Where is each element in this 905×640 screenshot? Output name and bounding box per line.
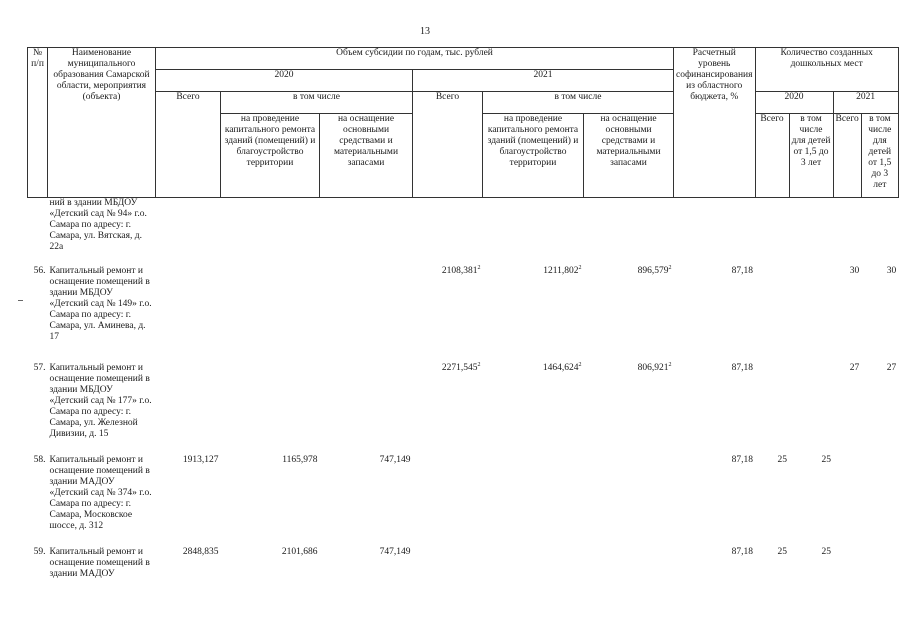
header-cofin: Расчетный уровень софинансирования из областного бюджета, % bbox=[674, 48, 756, 198]
row-places-2021 bbox=[833, 198, 861, 266]
row-places-children-2020: 25 bbox=[821, 546, 831, 557]
table-row bbox=[28, 455, 899, 547]
header-repair-2020: на проведение капитального ремонта зданий (помещений) и благоустройство территории bbox=[221, 114, 320, 198]
row-total-2020 bbox=[156, 363, 221, 455]
row-total-2021 bbox=[413, 547, 483, 587]
value: 896,579 bbox=[637, 265, 669, 276]
footnote-mark: 2 bbox=[477, 264, 481, 271]
header-year-2020: 2020 bbox=[156, 70, 413, 92]
row-name: Капитальный ремонт и оснащение помещений в здании МАДОУ «Детский сад № 374» г.о. Самара по адресу: г. Самара, Московское шоссе, д. 312 bbox=[49, 454, 152, 531]
row-cofin: 87,18 bbox=[731, 546, 753, 557]
footnote-mark: 2 bbox=[668, 264, 672, 271]
header-places-total-2021: Всего bbox=[833, 114, 861, 198]
header-total-2021: Всего bbox=[413, 92, 483, 198]
row-equip-2021 bbox=[584, 198, 674, 266]
row-equip-2020 bbox=[320, 266, 413, 363]
row-places-children-2021 bbox=[861, 547, 898, 587]
row-places-2020 bbox=[755, 266, 789, 363]
page-number: 13 bbox=[420, 26, 430, 37]
value: 1211,802 bbox=[543, 265, 579, 276]
row-repair-2020: 2101,686 bbox=[281, 546, 318, 557]
header-places: Количество созданных дошкольных мест bbox=[755, 48, 898, 92]
row-places-2021 bbox=[833, 547, 861, 587]
row-name: Капитальный ремонт и оснащение помещений в здании МБДОУ «Детский сад № 177» г.о. Самара по адресу: г. Самара, ул. Железной Дивизии, д. 15 bbox=[49, 362, 152, 439]
row-equip-2020: 747,149 bbox=[379, 454, 411, 465]
value: 2271,545 bbox=[441, 362, 478, 373]
value: 1464,624 bbox=[542, 362, 579, 373]
header-places-2021: 2021 bbox=[833, 92, 898, 114]
margin-mark bbox=[18, 300, 23, 301]
header-num: № п/п bbox=[28, 48, 48, 198]
row-places-children-2021: 27 bbox=[886, 362, 897, 373]
header-including-2020: в том числе bbox=[221, 92, 413, 114]
row-repair-2020 bbox=[221, 266, 320, 363]
row-places-children-2021 bbox=[861, 455, 898, 547]
row-places-2020 bbox=[755, 198, 789, 266]
row-equip-2021 bbox=[584, 455, 674, 547]
header-places-children-2020: в том числе для детей от 1,5 до 3 лет bbox=[789, 114, 833, 198]
header-equip-2020: на оснащение основными средствами и материальными запасами bbox=[320, 114, 413, 198]
row-num: 56. bbox=[33, 265, 46, 276]
row-num bbox=[28, 198, 48, 266]
row-num: 59. bbox=[33, 546, 46, 557]
row-name: Капитальный ремонт и оснащение помещений в здании МБДОУ «Детский сад № 149» г.о. Самара по адресу: г. Самара, ул. Аминева, д. 17 bbox=[49, 265, 152, 342]
row-cofin: 87,18 bbox=[731, 362, 753, 373]
row-name: ний в здании МБДОУ «Детский сад № 94» г.о. Самара по адресу: г. Самара, ул. Вятская, д. 22а bbox=[49, 198, 147, 252]
row-total-2021 bbox=[413, 198, 483, 266]
table-row bbox=[28, 363, 899, 455]
row-repair-2021 bbox=[483, 547, 584, 587]
header-equip-2021: на оснащение основными средствами и материальными запасами bbox=[584, 114, 674, 198]
row-repair-2021 bbox=[483, 198, 584, 266]
row-places-2021: 30 bbox=[849, 265, 860, 276]
footnote-mark: 2 bbox=[578, 361, 582, 368]
row-num: 57. bbox=[33, 362, 46, 373]
table-body bbox=[28, 198, 899, 587]
row-equip-2021 bbox=[584, 363, 674, 455]
row-places-children-2020: 25 bbox=[821, 454, 831, 465]
header-including-2021: в том числе bbox=[483, 92, 674, 114]
header-subsidy: Объем субсидии по годам, тыс. рублей bbox=[156, 48, 674, 70]
header-name: Наименование муниципального образования Самарской области, мероприятия (объекта) bbox=[48, 48, 156, 198]
row-total-2021 bbox=[413, 363, 483, 455]
table-row bbox=[28, 547, 899, 587]
row-repair-2021 bbox=[483, 455, 584, 547]
header-places-2020: 2020 bbox=[755, 92, 833, 114]
row-name: Капитальный ремонт и оснащение помещений в здании МАДОУ bbox=[49, 546, 150, 579]
row-equip-2020: 747,149 bbox=[379, 546, 411, 557]
row-repair-2020 bbox=[221, 363, 320, 455]
footnote-mark: 2 bbox=[668, 361, 672, 368]
table-header bbox=[28, 48, 899, 198]
row-equip-2020 bbox=[320, 363, 413, 455]
row-places-children-2020 bbox=[789, 198, 833, 266]
row-places-2020: 25 bbox=[777, 546, 787, 557]
row-total-2020 bbox=[156, 266, 221, 363]
header-places-total-2020: Всего bbox=[755, 114, 789, 198]
row-repair-2020: 1165,978 bbox=[282, 454, 318, 465]
header-places-children-2021: в том числе для детей от 1,5 до 3 лет bbox=[861, 114, 898, 198]
row-places-children-2021: 30 bbox=[886, 265, 897, 276]
row-places-2020 bbox=[755, 363, 789, 455]
row-total-2021 bbox=[413, 455, 483, 547]
subsidy-table bbox=[27, 47, 899, 587]
row-total-2020 bbox=[156, 198, 221, 266]
table-row bbox=[28, 198, 899, 266]
footnote-mark: 2 bbox=[477, 361, 481, 368]
row-places-2020: 25 bbox=[777, 454, 787, 465]
row-repair-2021 bbox=[483, 266, 584, 363]
row-cofin: 87,18 bbox=[731, 265, 753, 276]
row-total-2021 bbox=[413, 266, 483, 363]
header-repair-2021: на проведение капитального ремонта зданий (помещений) и благоустройство территории bbox=[483, 114, 584, 198]
row-places-children-2020 bbox=[789, 266, 833, 363]
value: 806,921 bbox=[637, 362, 669, 373]
header-year-2021: 2021 bbox=[413, 70, 674, 92]
row-places-2021 bbox=[833, 455, 861, 547]
row-cofin bbox=[674, 198, 756, 266]
row-equip-2021 bbox=[584, 547, 674, 587]
row-repair-2021 bbox=[483, 363, 584, 455]
row-total-2020: 1913,127 bbox=[182, 454, 219, 465]
row-places-2021: 27 bbox=[849, 362, 860, 373]
value: 2108,381 bbox=[441, 265, 478, 276]
row-repair-2020 bbox=[221, 198, 320, 266]
row-total-2020: 2848,835 bbox=[182, 546, 219, 557]
footnote-mark: 2 bbox=[578, 264, 582, 271]
row-num: 58. bbox=[33, 454, 46, 465]
row-equip-2021 bbox=[584, 266, 674, 363]
row-equip-2020 bbox=[320, 198, 413, 266]
header-total-2020: Всего bbox=[156, 92, 221, 198]
row-places-children-2020 bbox=[789, 363, 833, 455]
row-places-children-2021 bbox=[861, 198, 898, 266]
table-row bbox=[28, 266, 899, 363]
row-cofin: 87,18 bbox=[731, 454, 753, 465]
